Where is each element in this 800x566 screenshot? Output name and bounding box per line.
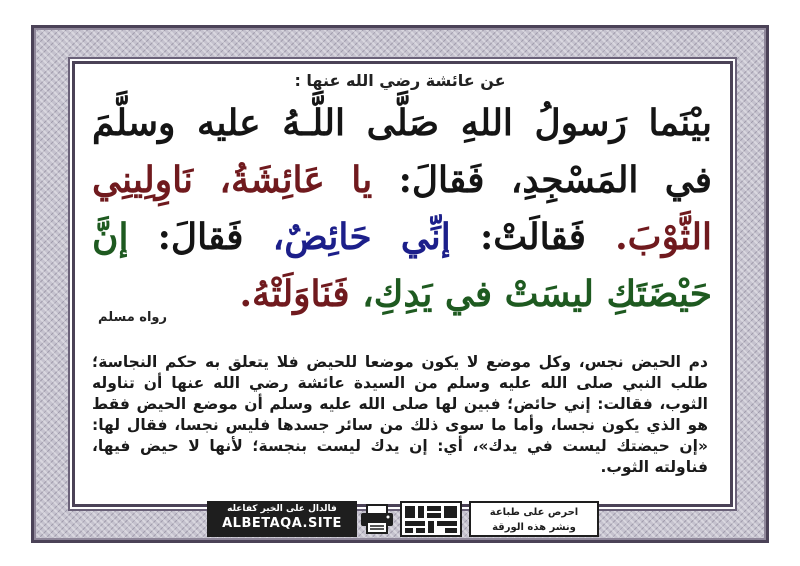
site-box[interactable] (207, 501, 357, 537)
site-tagline: فالدال على الخير كفاعله (227, 504, 337, 514)
narrator-line: عن عائشة رضي الله عنها : (294, 71, 506, 90)
site-url[interactable]: ALBETAQA.SITE (222, 516, 342, 531)
hadith-source: رواه مسلم (98, 310, 167, 325)
print-note (469, 501, 599, 537)
footer-bar (207, 501, 599, 537)
commentary-text: دم الحيض نجس، وكل موضع لا يكون موضعا للحيض فلا يتعلق به حكم النجاسة؛ طلب النبي صلى الله عليه وسلم من السيدة عائشة رضي الله عنها أن تناوله الثوب، فقالت: إني حائض؛ فبين لها صلى الله عليه وسلم أن موضع الحيض فقط هو الذي يكون نجسا، وأما ما سوى ذلك من سائر جسدها فليس نجسا، فقال لها: «إن حيضتك ليست في يدك»، أي: إن يدك ليست بنجسة؛ لأنها لا حيض فيها، فناولته الثوب. (92, 353, 708, 476)
hadith-intro: بيْنَما رَسولُ اللهِ صَلَّى اللَّـهُ عليه وسلَّمَ في المَسْجِدِ، فَقالَ: (92, 102, 712, 201)
print-note-line2: ونشر هذه الورقة (492, 522, 576, 533)
printer-icon (359, 503, 395, 535)
print-note-line1: احرص على طباعة (489, 507, 579, 518)
hadith-command: يا عَائِشَةُ، نَاوِلِينِي الثَّوْبَ. (92, 159, 712, 258)
hadith-his-reply: إنَّ حَيْضَتَكِ ليسَتْ في يَدِكِ، (92, 216, 712, 315)
hadith-her-reply: إنِّي حَائِضٌ، (272, 216, 451, 258)
hadith-said-she: فَقالَتْ: (479, 216, 586, 258)
hadith-text (92, 95, 712, 323)
albetaqa-logo (400, 501, 462, 537)
hadith-ending: فَنَاوَلَتْهُ. (239, 273, 350, 315)
hadith-said-he: فَقالَ: (157, 216, 244, 258)
